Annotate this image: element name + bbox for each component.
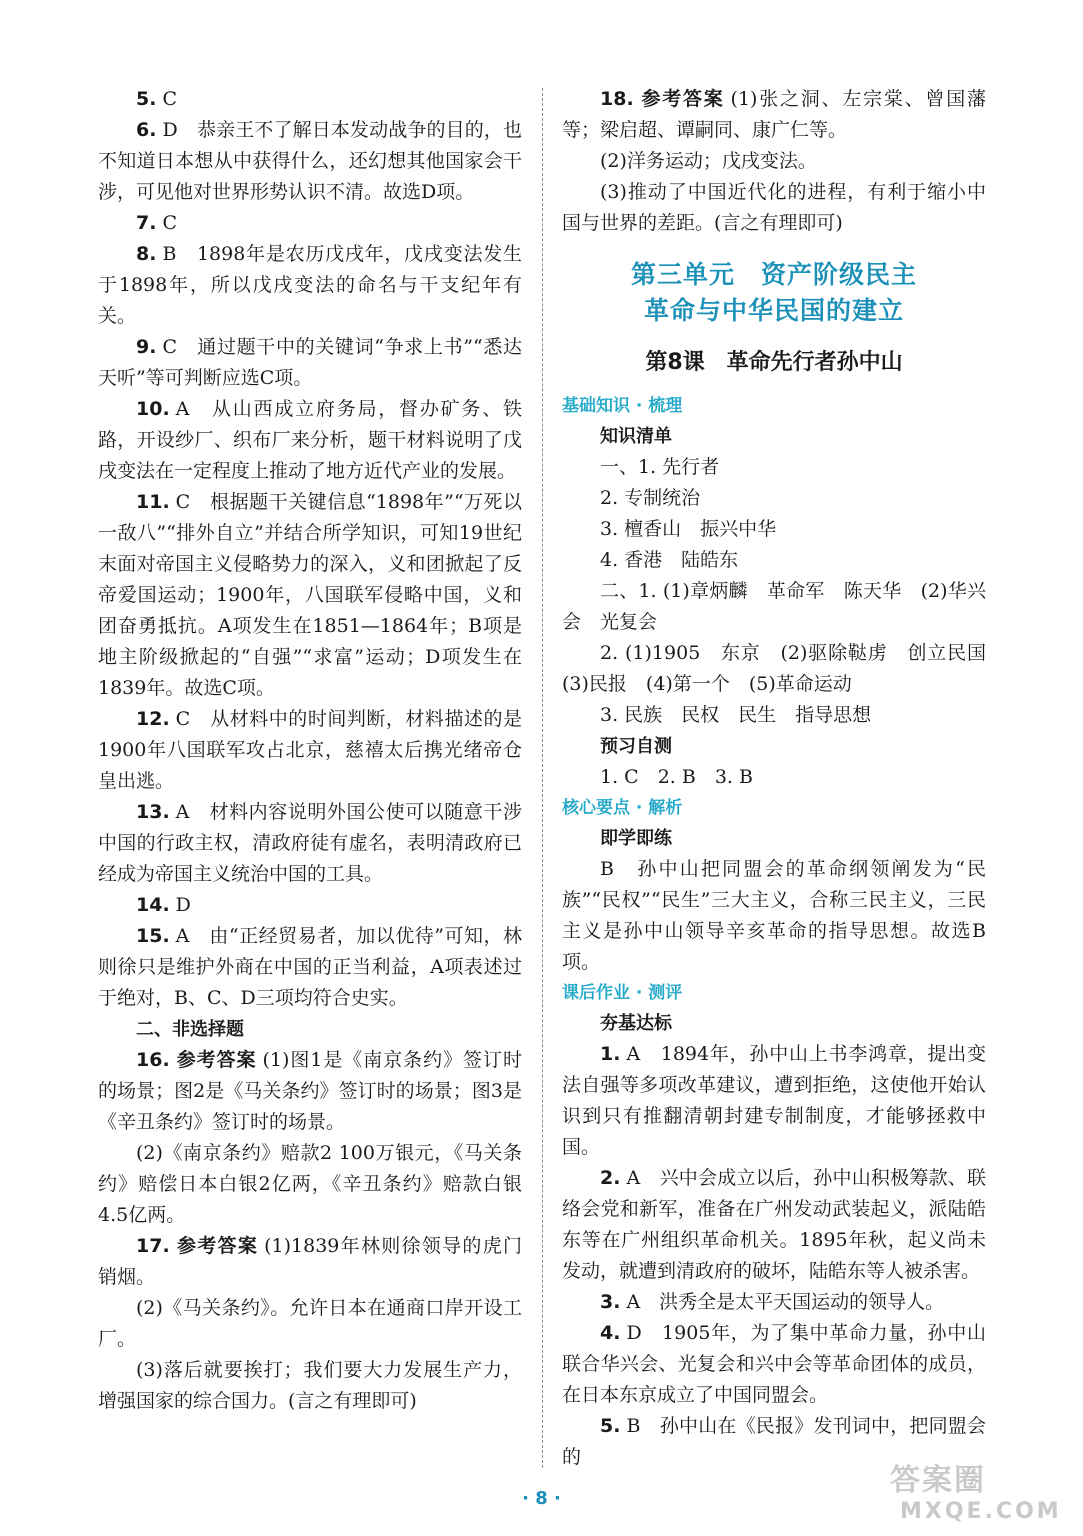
lesson-answers [562,391,1006,1473]
answer-paragraph [562,1318,986,1411]
question-number: 5. [600,1415,621,1437]
answer-paragraph [98,1045,522,1138]
column-divider [542,88,543,1468]
question-number: 11. [136,491,170,513]
answer-text: 3. 民族 民权 民生 指导思想 [600,704,872,726]
answer-text: 二、1. (1)章炳麟 革命军 陈天华 (2)华兴会 光复会 [562,580,986,633]
answer-text: C 从材料中的时间判断，材料描述的是1900年八国联军攻占北京，慈禧太后携光绪帝仓皇出逃。 [98,708,522,792]
answer-paragraph [562,762,986,793]
watermark-url: MXQE.COM [900,1499,1062,1524]
question-number: 9. [136,336,157,358]
question-number: 7. [136,212,157,234]
answer-paragraph [98,239,522,332]
answer-text: (2)《南京条约》赔款2 100万银元，《马关条约》赔偿日本白银2亿两，《辛丑条约》赔款白银4.5亿两。 [98,1142,522,1226]
answer-paragraph [562,1163,986,1287]
section-heading: 基础知识 · 梳理 [562,396,683,416]
question-number: 12. [136,708,170,730]
section-heading: 核心要点 · 解析 [562,798,683,818]
answer-text: 4. 香港 陆皓东 [600,549,739,571]
answer-text: 一、1. 先行者 [600,456,720,478]
answer-paragraph [562,638,1006,700]
question-number: 5. [136,88,157,110]
answer-paragraph [98,394,522,487]
answer-text: A 材料内容说明外国公使可以随意干涉中国的行政主权，清政府徒有虚名，表明清政府已经成为帝国主义统治中国的工具。 [98,801,522,885]
subsection-heading: 预习自测 [600,736,672,757]
answer-text: (1)张之洞、左宗棠、曾国藩等；梁启超、谭嗣同、康广仁等。 [562,88,986,141]
question-number: 15. [136,925,170,947]
answer-text: A 1894年，孙中山上书李鸿章，提出变法自强等多项改革建议，遭到拒绝，这使他开始认识到只有推翻清朝封建专制制度，才能够拯救中国。 [562,1043,986,1158]
answer-text: (3)推动了中国近代化的进程，有利于缩小中国与世界的差距。(言之有理即可) [562,181,986,234]
question-number: 2. [600,1167,621,1189]
unit-title [562,257,986,329]
watermark-logo [890,1455,1065,1525]
answer-paragraph [562,452,986,483]
answer-paragraph [98,1355,522,1417]
answer-paragraph [562,700,986,731]
answer-paragraph [562,146,986,177]
question-number: 1. [600,1043,621,1065]
answer-text: D 1905年，为了集中革命力量，孙中山联合华兴会、光复会和兴中会等革命团体的成员，在日本东京成立了中国同盟会。 [562,1322,986,1406]
answer-paragraph [98,704,522,797]
answer-text: 3. 檀香山 振兴中华 [600,518,777,540]
answer-paragraph [562,84,986,146]
unit-title-line1: 第三单元 资产阶级民主 [630,260,917,289]
answer-paragraph [98,84,522,115]
answer-18-block [562,84,986,239]
answer-text: A 从山西成立府务局，督办矿务、铁路，开设纱厂、织布厂来分析，题干材料说明了戊戌变法在一定程度上推动了地方近代产业的发展。 [98,398,522,482]
answer-paragraph [98,332,522,394]
answer-paragraph [562,177,986,239]
answer-paragraph [562,1039,986,1163]
answer-text: A 由“正经贸易者，加以优待”可知，林则徐只是维护外商在中国的正当利益，A项表述过于绝对，B、C、D三项均符合史实。 [98,925,522,1009]
answer-text: 2. (1)1905 东京 (2)驱除鞑虏 创立民国 (3)民报 (4)第一个 (5)革命运动 [562,642,1006,695]
subsection-heading: 知识清单 [600,426,672,447]
answer-text: (2)《马关条约》。允许日本在通商口岸开设工厂。 [98,1297,522,1350]
answer-text: C 根据题干关键信息“1898年”“万死以一敌八”“排外自立”并结合所学知识，可知19世纪末面对帝国主义侵略势力的深入，义和团掀起了反帝爱国运动；1900年，八国联军侵略中国，义和团奋勇抵抗。A项发生在1851—1864年；B项是地主阶级掀起的“自强”“求富”运动；D项发生在1839年。故选C项。 [98,491,522,699]
answer-paragraph [98,890,522,921]
answer-text: (2)洋务运动；戊戌变法。 [600,150,817,172]
answer-paragraph [98,487,522,704]
question-number: 16. [136,1049,170,1071]
answer-paragraph [98,208,522,239]
subsection-heading: 二、非选择题 [136,1019,244,1040]
question-number: 8. [136,243,157,265]
answer-paragraph [562,483,986,514]
answer-paragraph [98,1138,522,1231]
answer-text: A 洪秀全是太平天国运动的领导人。 [626,1291,945,1313]
unit-title-line2: 革命与中华民国的建立 [643,296,904,325]
answer-text: (1)图1是《南京条约》签订时的场景；图2是《马关条约》签订时的场景；图3是《辛丑条约》签订时的场景。 [98,1049,522,1133]
answer-paragraph [98,1231,522,1293]
question-number: 6. [136,119,157,141]
subsection-heading: 夯基达标 [600,1013,672,1034]
answer-text: C [162,212,177,234]
answer-paragraph [562,576,986,638]
answer-text: (1)1839年林则徐领导的虎门销烟。 [98,1235,522,1288]
page-number: · 8 · [522,1488,561,1509]
answer-label: 参考答案 [639,88,725,110]
question-number: 13. [136,801,170,823]
answer-label: 参考答案 [175,1235,259,1257]
answer-paragraph [98,921,522,1014]
answer-text: 2. 专制统治 [600,487,701,509]
answer-paragraph [98,797,522,890]
answer-text: D [175,894,191,916]
question-number: 14. [136,894,170,916]
question-number: 3. [600,1291,621,1313]
answer-paragraph [562,854,986,978]
answer-paragraph [98,1293,522,1355]
lesson-title: 第8课 革命先行者孙中山 [645,350,903,375]
right-column [562,84,1006,1473]
answer-text: B 1898年是农历戊戌年，戊戌变法发生于1898年，所以戊戌变法的命名与干支纪年有关。 [98,243,522,327]
answer-text: C [162,88,177,110]
answer-paragraph [98,115,522,208]
question-number: 10. [136,398,170,420]
subsection-heading: 即学即练 [600,828,672,849]
answer-paragraph [562,514,986,545]
answer-text: (3)落后就要挨打；我们要大力发展生产力，增强国家的综合国力。(言之有理即可) [98,1359,522,1412]
answer-text: 1. C 2. B 3. B [600,766,753,788]
answer-paragraph [562,1287,986,1318]
section-heading: 课后作业 · 测评 [562,983,683,1003]
answer-text: A 兴中会成立以后，孙中山积极筹款、联络会党和新军，准备在广州发动武装起义，派陆皓东等在广州组织革命机关。1895年秋，起义尚未发动，就遭到清政府的破坏，陆皓东等人被杀害。 [562,1167,986,1282]
answer-text: D 恭亲王不了解日本发动战争的目的，也不知道日本想从中获得什么，还幻想其他国家会干涉，可见他对世界形势认识不清。故选D项。 [98,119,522,203]
question-number: 17. [136,1235,170,1257]
answer-text: B 孙中山在《民报》发刊词中，把同盟会的 [562,1415,986,1468]
question-number: 4. [600,1322,621,1344]
left-column [98,84,522,1417]
answer-label: 参考答案 [175,1049,257,1071]
answer-paragraph [562,545,986,576]
question-number: 18. [600,88,634,110]
watermark-text: 答案圈 [890,1463,986,1498]
answer-text: C 通过题干中的关键词“争求上书”“悉达天听”等可判断应选C项。 [98,336,522,389]
answer-text: B 孙中山把同盟会的革命纲领阐发为“民族”“民权”“民生”三大主义，合称三民主义，三民主义是孙中山领导辛亥革命的指导思想。故选B项。 [562,858,986,973]
